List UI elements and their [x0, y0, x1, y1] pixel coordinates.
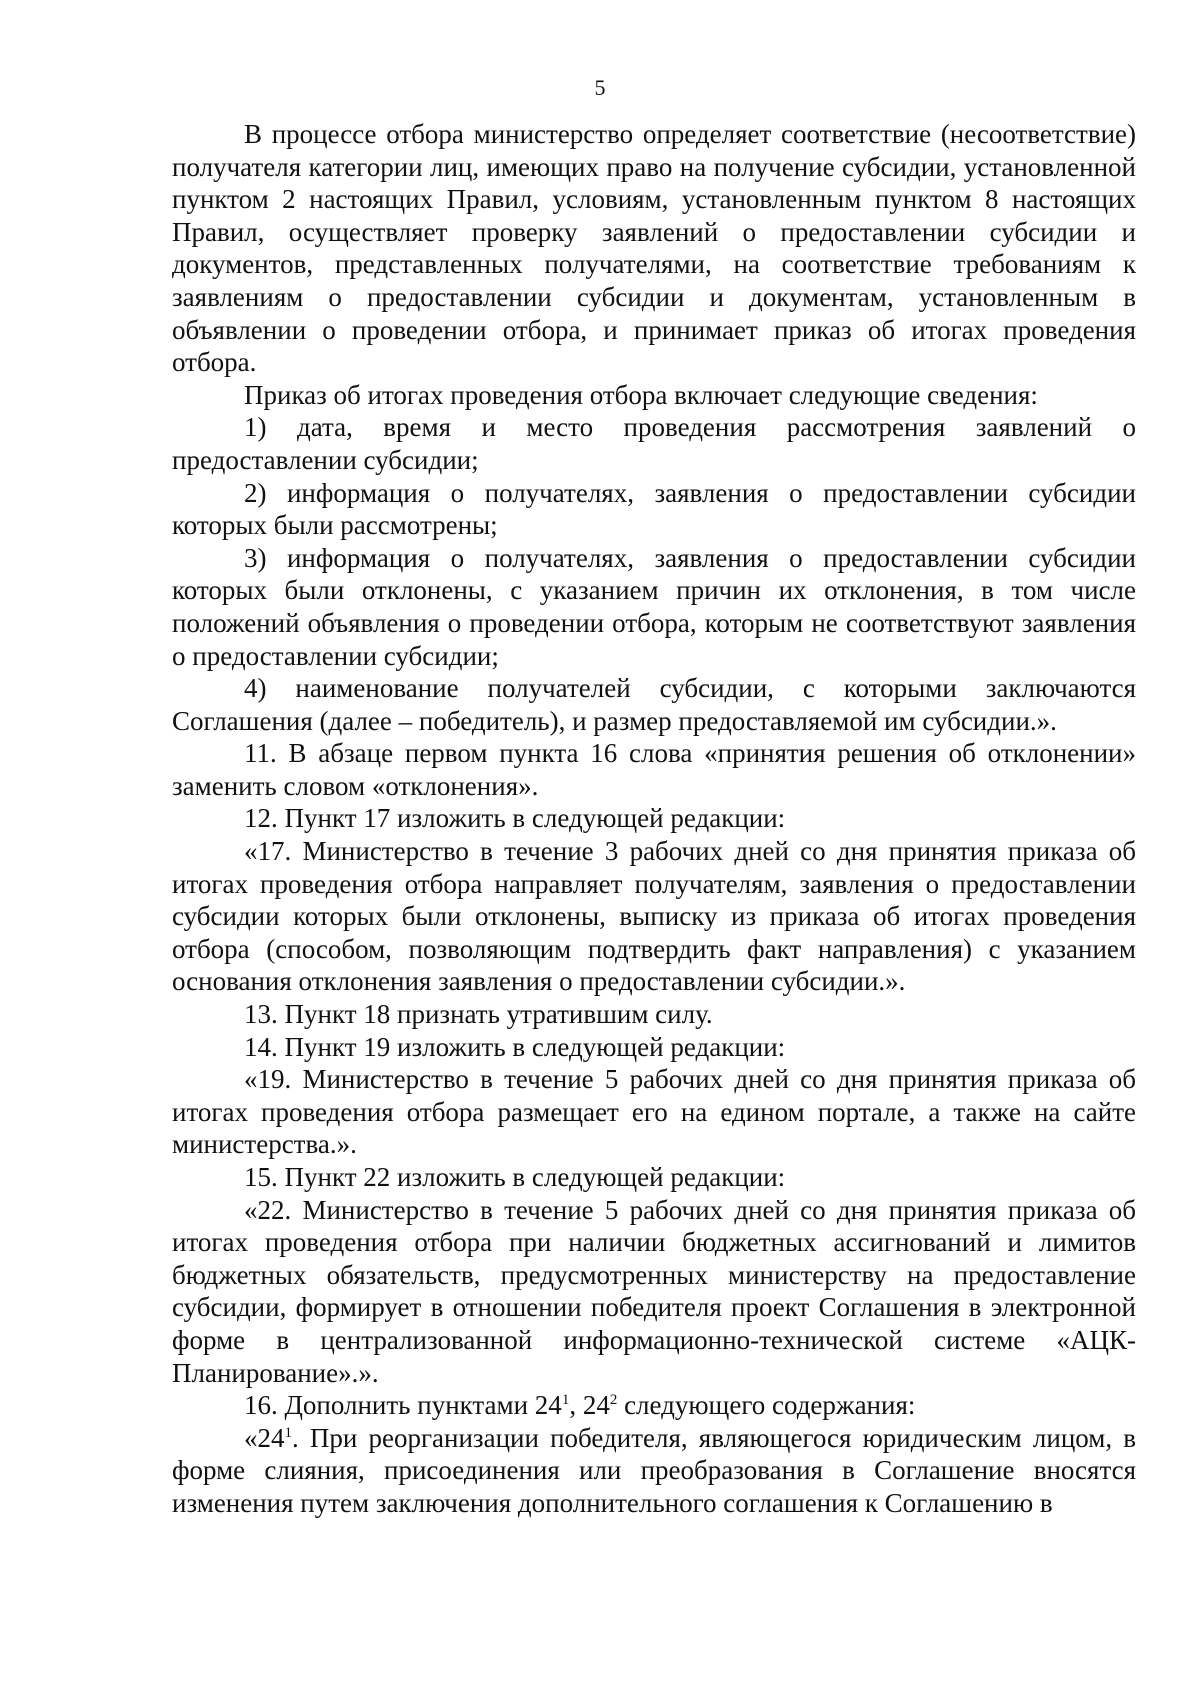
list-item-4: 4) наименование получателей субсидии, с которыми заключаются Соглашения (далее – победитель), и размер предоставляемой им субсидии.». [172, 673, 1136, 736]
paragraph-item-16 [172, 1389, 1136, 1422]
page-number: 5 [594, 75, 606, 100]
paragraph-point-24-1 [172, 1422, 1136, 1520]
paragraph-item-12: 12. Пункт 17 изложить в следующей редакции: [244, 803, 786, 834]
paragraph-point-24-1-prefix: «24 [244, 1422, 285, 1453]
list-item-2: 2) информация о получателях, заявления о предоставлении субсидии которых были рассмотрены; [172, 477, 1136, 541]
superscript-1: 1 [561, 1392, 570, 1409]
paragraph-point-17: «17. Министерство в течение 3 рабочих дней со дня принятия приказа об итогах проведения отбора направляет получателям, заявления о предоставлении субсидии которых были отклонены, выписку из приказа об итогах проведения отбора (способом, позволяющим подтвердить факт направления) с указанием основания отклонения заявления о предоставлении субсидии.». [172, 836, 1136, 997]
document-body [172, 118, 1136, 1520]
paragraph-order-contents-intro: Приказ об итогах проведения отбора включает следующие сведения: [244, 379, 1038, 410]
list-item-1: 1) дата, время и место проведения рассмотрения заявлений о предоставлении субсидии; [172, 412, 1136, 475]
superscript-1: 1 [284, 1424, 292, 1441]
paragraph-item-15: 15. Пункт 22 изложить в следующей редакции: [244, 1162, 786, 1192]
paragraph-item-13: 13. Пункт 18 признать утратившим силу. [244, 999, 713, 1030]
paragraph-item-14: 14. Пункт 19 изложить в следующей редакции: [244, 1031, 786, 1062]
superscript-2: 2 [609, 1392, 618, 1409]
paragraph-point-19: «19. Министерство в течение 5 рабочих дней со дня принятия приказа об итогах проведения отбора размещает его на едином портале, а также на сайте министерства.». [172, 1064, 1136, 1160]
paragraph-item-11: 11. В абзаце первом пункта 16 слова «принятия решения об отклонении» заменить словом «отклонения». [172, 738, 1136, 801]
paragraph-item-16-prefix: 16. Дополнить пунктами 24 [244, 1390, 562, 1421]
paragraph-item-16-middle: , 24 [569, 1390, 610, 1421]
paragraph-point-24-1-text: . При реорганизации победителя, являющегося юридическим лицом, в форме слияния, присоединения или преобразования в Соглашение вносятся изменения путем заключения дополнительного соглашения к Соглашению в [172, 1422, 1136, 1518]
list-item-3: 3) информация о получателях, заявления о предоставлении субсидии которых были отклонены, с указанием причин их отклонения, в том числе положений объявления о проведении отбора, которым не соответствуют заявления о предоставлении субсидии; [172, 542, 1136, 671]
paragraph-selection-process: В процессе отбора министерство определяет соответствие (несоответствие) получателя категории лиц, имеющих право на получение субсидии, установленной пунктом 2 настоящих Правил, условиям, установленным пунктом 8 настоящих Правил, осуществляет проверку заявлений о предоставлении субсидии и документов, представленных получателями, на соответствие требованиям к заявлениям о предоставлении субсидии и документам, установленным в объявлении о проведении отбора, и принимает приказ об итогах проведения отбора. [172, 119, 1136, 378]
paragraph-item-16-suffix: следующего содержания: [617, 1390, 916, 1421]
paragraph-point-22: «22. Министерство в течение 5 рабочих дней со дня принятия приказа об итогах проведения отбора при наличии бюджетных ассигнований и лимитов бюджетных обязательств, предусмотренных министерству на предоставление субсидии, формирует в отношении победителя проект Соглашения в электронной форме в централизованной информационно-технической системе «АЦК-Планирование».». [172, 1194, 1136, 1388]
